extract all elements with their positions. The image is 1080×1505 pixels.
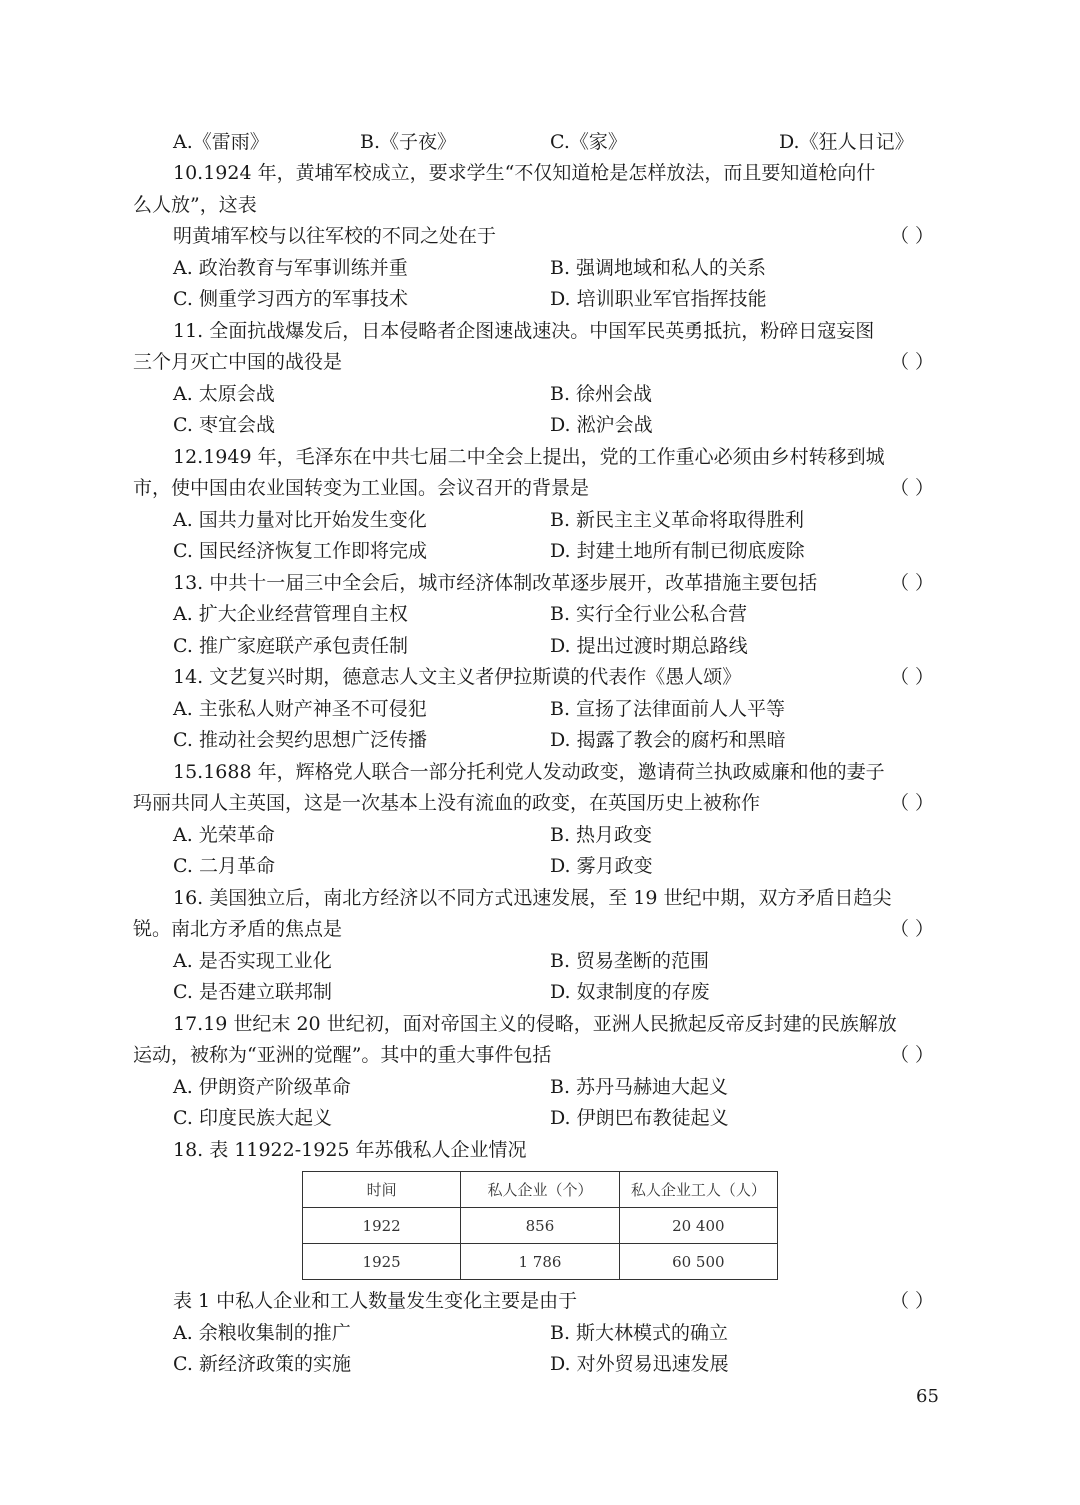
q16-stem-line1: 16. 美国独立后，南北方经济以不同方式迅速发展，至 19 世纪中期，双方矛盾日趋尖 — [173, 887, 892, 909]
q11-option-d: D. 淞沪会战 — [550, 414, 653, 436]
q18-data-table — [302, 1171, 778, 1280]
q9-option-a: A.《雷雨》 — [173, 131, 269, 153]
q12-stem-line1: 12.1949 年，毛泽东在中共七届二中全会上提出，党的工作重心必须由乡村转移到城 — [173, 446, 885, 468]
q13-option-d: D. 提出过渡时期总路线 — [550, 635, 748, 657]
q15-answer-blank: （ ） — [890, 792, 935, 814]
q15-stem-line2: 玛丽共同人主英国，这是一次基本上没有流血的政变，在英国历史上被称作 — [133, 792, 761, 814]
q10-option-d: D. 培训职业军官指挥技能 — [550, 288, 767, 310]
table-header-cell: 时间 — [303, 1172, 461, 1208]
q11-stem-line1: 11. 全面抗战爆发后，日本侵略者企图速战速决。中国军民英勇抵抗，粉碎日寇妄图 — [173, 320, 875, 342]
q16-option-b: B. 贸易垄断的范围 — [550, 950, 710, 972]
table-cell: 60 500 — [619, 1244, 777, 1280]
table-header-row — [303, 1172, 778, 1208]
q10-stem-line3: 明黄埔军校与以往军校的不同之处在于 — [173, 225, 497, 247]
q18-stem-line1: 18. 表 11922-1925 年苏俄私人企业情况 — [173, 1139, 527, 1161]
q10-option-a: A. 政治教育与军事训练并重 — [173, 257, 408, 279]
q16-option-c: C. 是否建立联邦制 — [173, 981, 332, 1003]
table-cell: 856 — [461, 1208, 619, 1244]
q14-option-d: D. 揭露了教会的腐朽和黑暗 — [550, 729, 786, 751]
q18-answer-blank: （ ） — [890, 1290, 935, 1312]
q10-answer-blank: （ ） — [890, 225, 935, 247]
q10-stem-line2: 么人放”，这表 — [133, 194, 257, 216]
q12-answer-blank: （ ） — [890, 477, 935, 499]
q14-option-b: B. 宣扬了法律面前人人平等 — [550, 698, 786, 720]
q14-stem-line1: 14. 文艺复兴时期，德意志人文主义者伊拉斯谟的代表作《愚人颂》 — [173, 666, 742, 688]
q17-answer-blank: （ ） — [890, 1044, 935, 1066]
q18-option-b: B. 斯大林模式的确立 — [550, 1322, 729, 1344]
q16-answer-blank: （ ） — [890, 918, 935, 940]
q15-option-d: D. 雾月政变 — [550, 855, 653, 877]
q15-option-a: A. 光荣革命 — [173, 824, 275, 846]
q13-stem-line1: 13. 中共十一届三中全会后，城市经济体制改革逐步展开，改革措施主要包括 — [173, 572, 818, 594]
table-cell: 1925 — [303, 1244, 461, 1280]
q18-stem-line2: 表 1 中私人企业和工人数量发生变化主要是由于 — [173, 1290, 578, 1312]
q11-option-a: A. 太原会战 — [173, 383, 275, 405]
q11-option-c: C. 枣宜会战 — [173, 414, 275, 436]
q17-stem-line1: 17.19 世纪末 20 世纪初，面对帝国主义的侵略，亚洲人民掀起反帝反封建的民族解放 — [173, 1013, 897, 1035]
q11-answer-blank: （ ） — [890, 351, 935, 373]
q16-stem-line2: 锐。南北方矛盾的焦点是 — [133, 918, 343, 940]
q16-option-d: D. 奴隶制度的存废 — [550, 981, 710, 1003]
q13-option-b: B. 实行全行业公私合营 — [550, 603, 748, 625]
q10-option-b: B. 强调地域和私人的关系 — [550, 257, 767, 279]
q9-option-b: B.《子夜》 — [360, 131, 457, 153]
q17-option-b: B. 苏丹马赫迪大起义 — [550, 1076, 729, 1098]
q12-option-c: C. 国民经济恢复工作即将完成 — [173, 540, 427, 562]
q15-stem-line1: 15.1688 年，辉格党人联合一部分托利党人发动政变，邀请荷兰执政威廉和他的妻子 — [173, 761, 885, 783]
q14-option-a: A. 主张私人财产神圣不可侵犯 — [173, 698, 427, 720]
q18-option-d: D. 对外贸易迅速发展 — [550, 1353, 729, 1375]
q17-option-d: D. 伊朗巴布教徒起义 — [550, 1107, 729, 1129]
q12-option-a: A. 国共力量对比开始发生变化 — [173, 509, 427, 531]
table-header-cell: 私人企业（个） — [461, 1172, 619, 1208]
table-cell: 1922 — [303, 1208, 461, 1244]
q17-option-a: A. 伊朗资产阶级革命 — [173, 1076, 351, 1098]
q9-option-c: C.《家》 — [550, 131, 627, 153]
q16-option-a: A. 是否实现工业化 — [173, 950, 332, 972]
q17-option-c: C. 印度民族大起义 — [173, 1107, 332, 1129]
table-header-cell: 私人企业工人（人） — [619, 1172, 777, 1208]
q12-option-b: B. 新民主主义革命将取得胜利 — [550, 509, 805, 531]
q9-option-d: D.《狂人日记》 — [779, 131, 914, 153]
q11-option-b: B. 徐州会战 — [550, 383, 653, 405]
q18-option-c: C. 新经济政策的实施 — [173, 1353, 351, 1375]
q10-stem-line1: 10.1924 年，黄埔军校成立，要求学生“不仅知道枪是怎样放法，而且要知道枪向什 — [173, 162, 876, 184]
q17-stem-line2: 运动，被称为“亚洲的觉醒”。其中的重大事件包括 — [133, 1044, 552, 1066]
q12-stem-line2: 市，使中国由农业国转变为工业国。会议召开的背景是 — [133, 477, 590, 499]
q14-option-c: C. 推动社会契约思想广泛传播 — [173, 729, 427, 751]
table-cell: 1 786 — [461, 1244, 619, 1280]
table-row — [303, 1244, 778, 1280]
q14-answer-blank: （ ） — [890, 666, 935, 688]
table-cell: 20 400 — [619, 1208, 777, 1244]
q11-stem-line2: 三个月灭亡中国的战役是 — [133, 351, 343, 373]
q15-option-b: B. 热月政变 — [550, 824, 653, 846]
q12-option-d: D. 封建土地所有制已彻底废除 — [550, 540, 805, 562]
q10-option-c: C. 侧重学习西方的军事技术 — [173, 288, 408, 310]
q13-option-a: A. 扩大企业经营管理自主权 — [173, 603, 408, 625]
page-number: 65 — [916, 1386, 939, 1407]
q13-option-c: C. 推广家庭联产承包责任制 — [173, 635, 408, 657]
q15-option-c: C. 二月革命 — [173, 855, 275, 877]
table-row — [303, 1208, 778, 1244]
q13-answer-blank: （ ） — [890, 572, 935, 594]
q18-option-a: A. 余粮收集制的推广 — [173, 1322, 351, 1344]
